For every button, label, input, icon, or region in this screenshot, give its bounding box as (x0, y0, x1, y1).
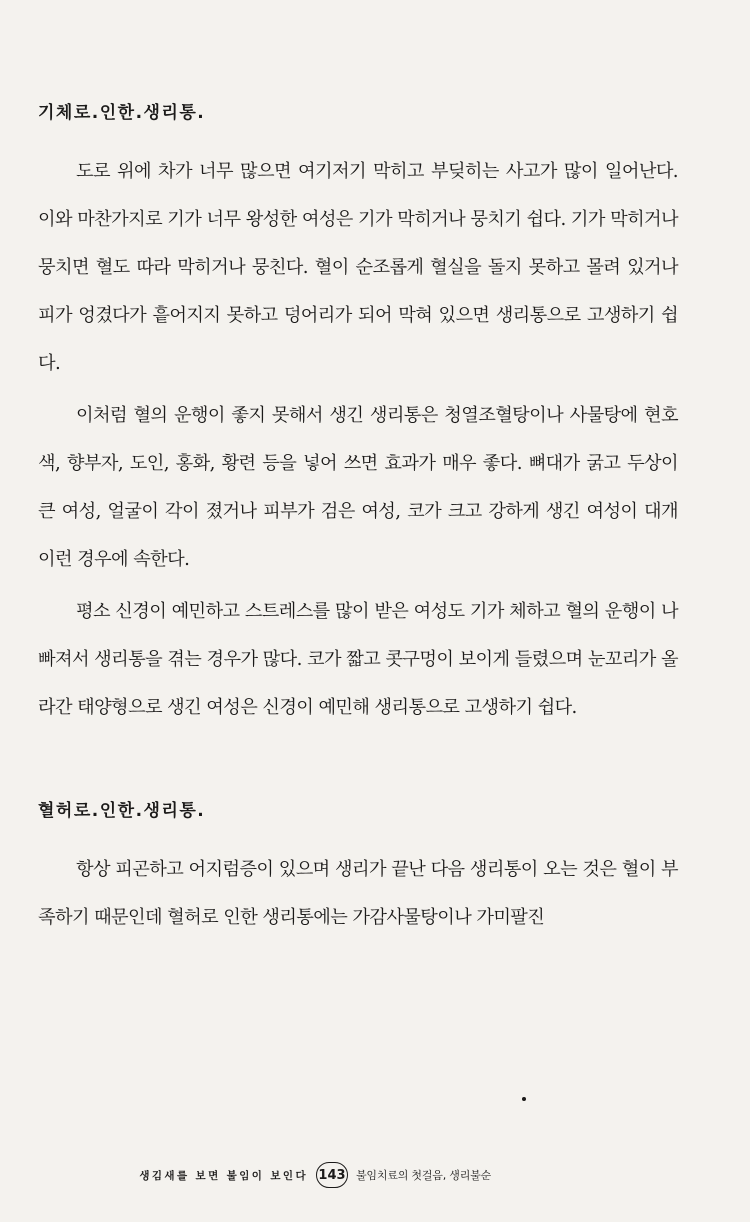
running-chapter-title: 불임치료의 첫걸음, 생리불순 (356, 1169, 492, 1182)
paragraph: 항상 피곤하고 어지럼증이 있으며 생리가 끝난 다음 생리통이 오는 것은 혈이 부족하기 때문인데 혈허로 인한 생리통에는 가감사물탕이나 가미팔진 (38, 859, 678, 928)
paragraph: 평소 신경이 예민하고 스트레스를 많이 받은 여성도 기가 체하고 혈의 운행이 나빠져서 생리통을 겪는 경우가 많다. 코가 짧고 콧구멍이 보이게 들렸으며 눈꼬리가 올라간 태양형으로 생긴 여성은 신경이 예민해 생리통으로 고생하기 쉽다. (38, 601, 678, 718)
paragraph: 도로 위에 차가 너무 많으면 여기저기 막히고 부딪히는 사고가 많이 일어난다. 이와 마찬가지로 기가 너무 왕성한 여성은 기가 막히거나 뭉치기 쉽다. 기가 막히거나 뭉치면 혈도 따라 막히거나 뭉친다. 혈이 순조롭게 혈실을 돌지 못하고 몰려 있거나 피가 엉겼다가 흩어지지 못하고 덩어리가 되어 막혀 있으면 생리통으로 고생하기 쉽다. (38, 161, 678, 374)
page-footer (90, 1160, 650, 1190)
section-heading-blood-deficiency: 혈허로.인한.생리통. (38, 801, 206, 821)
page-body (38, 98, 678, 942)
page-number: 143 (316, 1162, 348, 1188)
section-heading-qi-stagnation: 기체로.인한.생리통. (38, 103, 206, 123)
print-speck (522, 1097, 526, 1101)
paragraph: 이처럼 혈의 운행이 좋지 못해서 생긴 생리통은 청열조혈탕이나 사물탕에 현호색, 향부자, 도인, 홍화, 황련 등을 넣어 쓰면 효과가 매우 좋다. 뼈대가 굵고 두상이 큰 여성, 얼굴이 각이 졌거나 피부가 검은 여성, 코가 크고 강하게 생긴 여성이 대개 이런 경우에 속한다. (38, 405, 678, 570)
running-book-title: 생김새를 보면 불임이 보인다 (139, 1169, 308, 1182)
